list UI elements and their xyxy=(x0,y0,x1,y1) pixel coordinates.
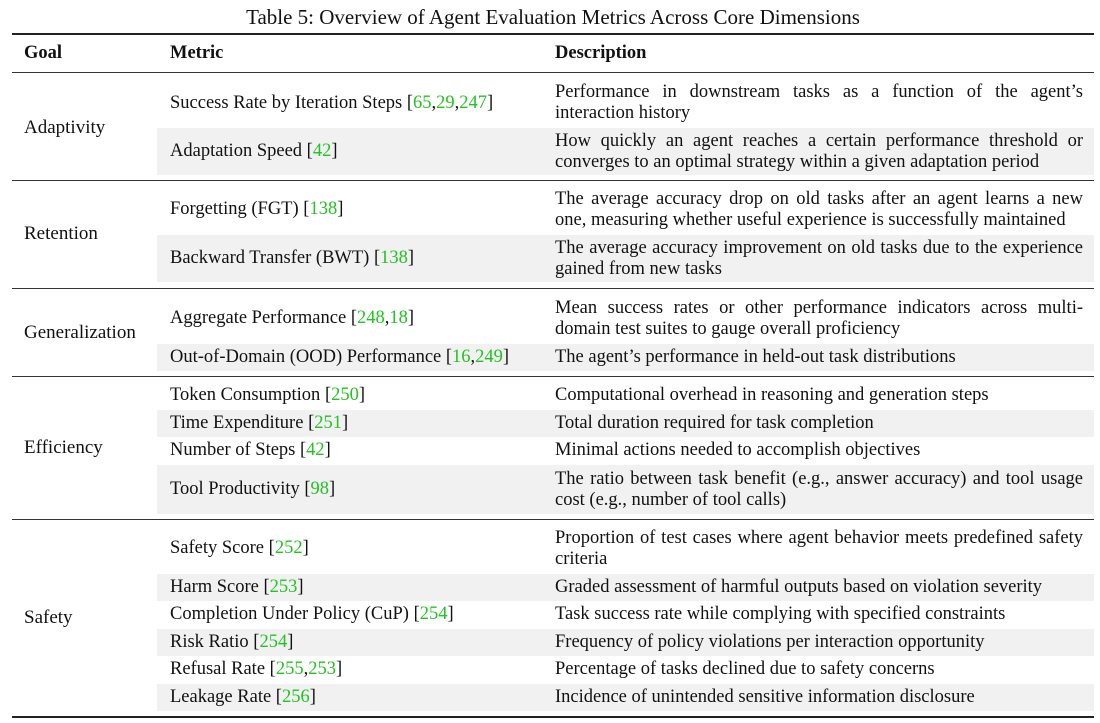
citation-link[interactable]: 253 xyxy=(308,659,336,679)
header-goal: Goal xyxy=(24,43,63,63)
citation-link[interactable]: 29 xyxy=(436,92,455,113)
metric-name: Forgetting (FGT) xyxy=(170,199,299,219)
citation-link[interactable]: 65 xyxy=(413,92,432,113)
metric-cell: Adaptation Speed [ 42 ] xyxy=(170,141,338,161)
table-caption: Table 5: Overview of Agent Evaluation Metrics Across Core Dimensions xyxy=(246,5,860,29)
table-row xyxy=(157,525,1094,572)
metric-name: Completion Under Policy (CuP) xyxy=(170,604,409,624)
header-rule xyxy=(12,72,1094,73)
metric-name: Adaptation Speed xyxy=(170,141,303,161)
metric-cell: Backward Transfer (BWT) [ 138 ] xyxy=(170,248,415,268)
description-cell xyxy=(555,186,1083,233)
metric-cell: Aggregate Performance [ 248 , 18 ] xyxy=(170,308,415,328)
table-row xyxy=(157,186,1094,233)
goal-label: Efficiency xyxy=(24,437,103,458)
description-text: The average accuracy improvement on old tasks due to the experience gained from new tasks xyxy=(555,237,1083,279)
citation-link[interactable]: 98 xyxy=(310,479,330,499)
description-text: Minimal actions needed to accomplish objectives xyxy=(555,440,921,460)
goal-label: Generalization xyxy=(24,322,136,343)
metric-name: Backward Transfer (BWT) xyxy=(170,248,370,268)
metric-cell: Completion Under Policy (CuP) [ 254 ] xyxy=(170,604,454,624)
metric-name: Tool Productivity xyxy=(170,479,300,499)
metric-cell: Tool Productivity [ 98 ] xyxy=(170,479,336,499)
citation-link[interactable]: 250 xyxy=(331,385,359,405)
citation-link[interactable]: 247 xyxy=(459,92,488,113)
description-cell xyxy=(555,128,1083,175)
metric-name: Safety Score xyxy=(170,538,265,558)
description-cell xyxy=(555,437,1083,464)
group-separator xyxy=(12,519,1094,520)
description-text: Proportion of test cases where agent behavior meets predefined safety criteria xyxy=(555,527,1083,569)
bottom-rule xyxy=(12,716,1094,718)
description-cell xyxy=(555,344,1083,371)
top-rule xyxy=(12,33,1094,35)
metric-name: Aggregate Performance xyxy=(170,308,347,328)
description-text: Task success rate while complying with specified constraints xyxy=(555,604,1006,624)
description-text: The average accuracy drop on old tasks after an agent learns a new one, measuring whether useful experience is successfully maintained xyxy=(555,188,1083,230)
table-row xyxy=(157,128,1094,175)
description-text: The ratio between task benefit (e.g., answer accuracy) and tool usage cost (e.g., number of tool calls) xyxy=(555,468,1083,510)
group-separator xyxy=(12,376,1094,377)
metric-cell: Time Expenditure [ 251 ] xyxy=(170,413,349,433)
citation-link[interactable]: 254 xyxy=(419,604,448,624)
description-cell xyxy=(555,574,1083,601)
description-text: Percentage of tasks declined due to safety concerns xyxy=(555,659,935,679)
description-text: Incidence of unintended sensitive information disclosure xyxy=(555,687,975,707)
description-text: Graded assessment of harmful outputs based on violation severity xyxy=(555,577,1043,597)
citation-link[interactable]: 42 xyxy=(312,141,332,161)
metric-name: Token Consumption xyxy=(170,385,321,405)
metric-cell: Risk Ratio [ 254 ] xyxy=(170,632,294,652)
table-row xyxy=(157,235,1094,282)
goal-label: Safety xyxy=(24,607,73,628)
table-row xyxy=(157,574,1094,601)
metric-cell: Token Consumption [ 250 ] xyxy=(170,385,366,405)
metric-name: Success Rate by Iteration Steps xyxy=(170,92,403,113)
description-cell xyxy=(555,629,1083,656)
metric-cell: Out-of-Domain (OOD) Performance [ 16 , 249 ] xyxy=(170,347,510,367)
header-metric: Metric xyxy=(170,43,224,63)
citation-link[interactable]: 138 xyxy=(380,248,408,268)
citation-link[interactable]: 256 xyxy=(281,687,310,707)
description-cell xyxy=(555,235,1083,282)
description-text: The agent’s performance in held-out task distributions xyxy=(555,347,956,367)
metric-name: Out-of-Domain (OOD) Performance xyxy=(170,347,442,367)
table-row xyxy=(157,629,1094,656)
metric-cell: Harm Score [ 253 ] xyxy=(170,577,304,597)
description-cell xyxy=(555,465,1083,514)
description-text: Total duration required for task completion xyxy=(555,413,874,433)
header-description: Description xyxy=(555,43,647,63)
citation-link[interactable]: 253 xyxy=(269,577,298,597)
table-row xyxy=(157,437,1094,464)
citation-link[interactable]: 254 xyxy=(259,632,288,652)
citation-link[interactable]: 42 xyxy=(306,440,325,460)
metric-name: Risk Ratio xyxy=(170,632,249,652)
group-separator xyxy=(12,180,1094,181)
citation-link[interactable]: 16 xyxy=(452,347,471,367)
goal-label: Adaptivity xyxy=(24,117,106,138)
citation-link[interactable]: 249 xyxy=(475,347,503,367)
metric-cell: Safety Score [ 252 ] xyxy=(170,538,309,558)
metric-name: Number of Steps xyxy=(170,440,296,460)
metric-name: Refusal Rate xyxy=(170,659,266,679)
description-cell xyxy=(555,295,1083,342)
description-text: Computational overhead in reasoning and generation steps xyxy=(555,385,989,405)
description-cell xyxy=(555,525,1083,572)
table-row xyxy=(157,382,1094,409)
description-cell xyxy=(555,410,1083,437)
citation-link[interactable]: 248 xyxy=(356,308,385,328)
metric-name: Leakage Rate xyxy=(170,687,272,707)
description-cell xyxy=(555,656,1083,683)
table-row xyxy=(157,465,1094,514)
goal-label: Retention xyxy=(24,223,98,244)
metric-cell: Forgetting (FGT) [ 138 ] xyxy=(170,199,344,219)
description-text: Performance in downstream tasks as a function of the agent’s interaction history xyxy=(555,82,1083,123)
metric-cell: Leakage Rate [ 256 ] xyxy=(170,687,316,707)
citation-link[interactable]: 252 xyxy=(274,538,303,558)
table-row xyxy=(157,656,1094,683)
metric-cell: Success Rate by Iteration Steps [ 65 , 29 , 247 ] xyxy=(170,92,494,113)
description-text: Frequency of policy violations per interaction opportunity xyxy=(555,632,985,652)
citation-link[interactable]: 18 xyxy=(389,308,408,328)
citation-link[interactable]: 255 xyxy=(275,659,304,679)
description-cell xyxy=(555,601,1083,628)
table-row xyxy=(157,295,1094,342)
description-text: How quickly an agent reaches a certain performance threshold or converges to an optimal strategy within a given adaptation period xyxy=(555,130,1083,172)
table-row xyxy=(157,410,1094,437)
description-cell xyxy=(555,80,1083,126)
table-row xyxy=(157,80,1094,126)
description-cell xyxy=(555,382,1083,409)
metric-cell: Number of Steps [ 42 ] xyxy=(170,440,331,460)
citation-link[interactable]: 251 xyxy=(314,413,342,433)
description-text: Mean success rates or other performance indicators across multi-domain test suites to gauge overall proficiency xyxy=(555,297,1083,339)
table-row xyxy=(157,684,1094,711)
citation-link[interactable]: 138 xyxy=(309,199,338,219)
group-separator xyxy=(12,288,1094,289)
description-cell xyxy=(555,684,1083,711)
table-row xyxy=(157,344,1094,371)
table-row xyxy=(157,601,1094,628)
metric-cell: Refusal Rate [ 255 , 253 ] xyxy=(170,659,343,679)
metric-name: Time Expenditure xyxy=(170,413,304,433)
metric-name: Harm Score xyxy=(170,577,259,597)
